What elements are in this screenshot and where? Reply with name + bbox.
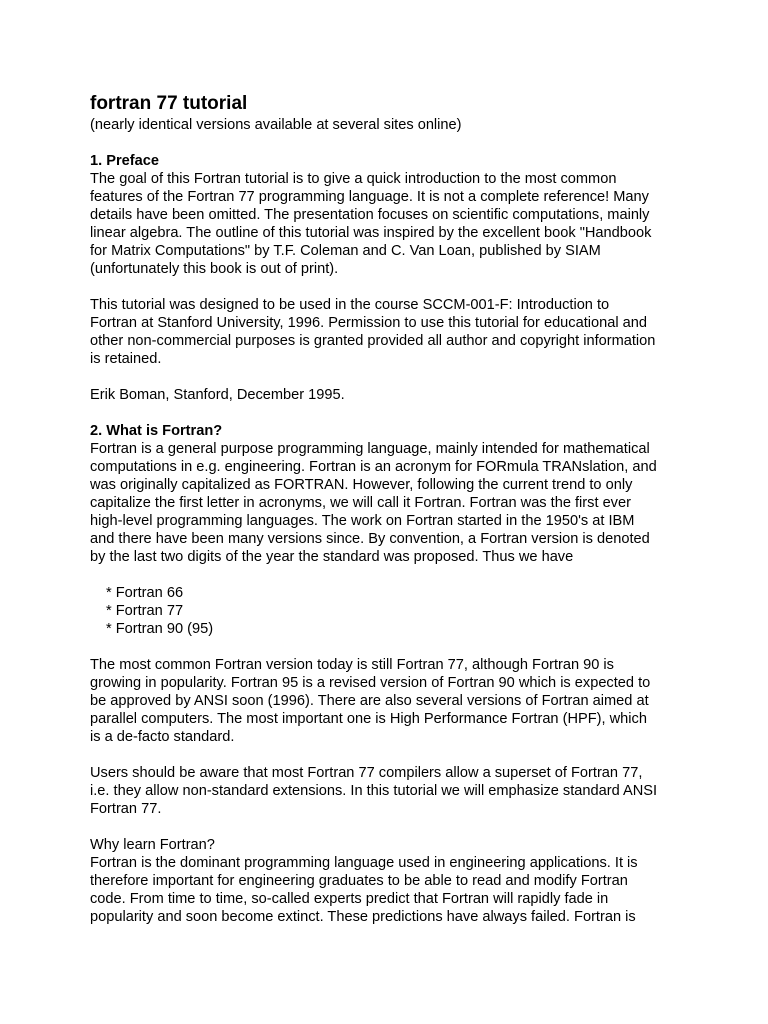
text-line: and there have been many versions since. By convention, a Fortran version is denoted bbox=[90, 531, 650, 547]
text-line: was originally capitalized as FORTRAN. However, following the current trend to only bbox=[90, 477, 633, 493]
what-paragraph-2 bbox=[90, 656, 690, 746]
text-line: Users should be aware that most Fortran 77 compilers allow a superset of Fortran 77, bbox=[90, 765, 643, 781]
text-line: other non-commercial purposes is granted provided all author and copyright information bbox=[90, 333, 656, 349]
fortran-versions-list bbox=[90, 584, 690, 638]
text-line: The goal of this Fortran tutorial is to give a quick introduction to the most common bbox=[90, 171, 617, 187]
text-line: computations in e.g. engineering. Fortran is an acronym for FORmula TRANslation, and bbox=[90, 459, 657, 475]
text-line: is retained. bbox=[90, 351, 162, 367]
what-is-fortran-heading: 2. What is Fortran? bbox=[90, 423, 223, 439]
text-line: by the last two digits of the year the standard was proposed. Thus we have bbox=[90, 549, 574, 565]
text-line: therefore important for engineering graduates to be able to read and modify Fortran bbox=[90, 873, 628, 889]
text-line: Erik Boman, Stanford, December 1995. bbox=[90, 387, 345, 403]
text-line: The most common Fortran version today is still Fortran 77, although Fortran 90 is bbox=[90, 657, 614, 673]
text-line: is a de-facto standard. bbox=[90, 729, 235, 745]
text-line: popularity and soon become extinct. These predictions have always failed. Fortran is bbox=[90, 909, 636, 925]
preface-paragraph-2 bbox=[90, 296, 690, 368]
what-paragraph-4 bbox=[90, 854, 690, 926]
what-paragraph-3 bbox=[90, 764, 690, 818]
text-line: details have been omitted. The presentation focuses on scientific computations, mainly bbox=[90, 207, 650, 223]
text-line: growing in popularity. Fortran 95 is a revised version of Fortran 90 which is expected to bbox=[90, 675, 651, 691]
preface-heading: 1. Preface bbox=[90, 153, 159, 169]
text-line: be approved by ANSI soon (1996). There are also several versions of Fortran aimed at bbox=[90, 693, 649, 709]
document-subtitle: (nearly identical versions available at several sites online) bbox=[90, 117, 462, 133]
why-learn-fortran-heading: Why learn Fortran? bbox=[90, 837, 215, 853]
text-line: capitalize the first letter in acronyms, we will call it Fortran. Fortran was the first ever bbox=[90, 495, 631, 511]
list-item: * Fortran 66 bbox=[106, 585, 184, 601]
text-line: Fortran is the dominant programming language used in engineering applications. It is bbox=[90, 855, 638, 871]
text-line: code. From time to time, so-called experts predict that Fortran will rapidly fade in bbox=[90, 891, 609, 907]
preface-signature bbox=[90, 386, 690, 404]
text-line: (unfortunately this book is out of print). bbox=[90, 261, 339, 277]
what-paragraph-1 bbox=[90, 440, 690, 566]
text-line: i.e. they allow non-standard extensions. In this tutorial we will emphasize standard ANSI bbox=[90, 783, 658, 799]
text-line: Fortran at Stanford University, 1996. Permission to use this tutorial for educational and bbox=[90, 315, 648, 331]
text-line: Fortran is a general purpose programming language, mainly intended for mathematical bbox=[90, 441, 650, 457]
text-line: for Matrix Computations" by T.F. Coleman and C. Van Loan, published by SIAM bbox=[90, 243, 601, 259]
text-line: parallel computers. The most important one is High Performance Fortran (HPF), which bbox=[90, 711, 647, 727]
text-line: linear algebra. The outline of this tutorial was inspired by the excellent book "Handbook bbox=[90, 225, 652, 241]
list-item: * Fortran 77 bbox=[106, 603, 184, 619]
document-title: fortran 77 tutorial bbox=[90, 93, 248, 114]
text-line: This tutorial was designed to be used in the course SCCM-001-F: Introduction to bbox=[90, 297, 610, 313]
document-content bbox=[90, 92, 690, 926]
preface-paragraph-1 bbox=[90, 170, 690, 278]
list-item: * Fortran 90 (95) bbox=[106, 621, 214, 637]
text-line: Fortran 77. bbox=[90, 801, 162, 817]
text-line: high-level programming languages. The work on Fortran started in the 1950's at IBM bbox=[90, 513, 635, 529]
text-line: features of the Fortran 77 programming language. It is not a complete reference! Many bbox=[90, 189, 649, 205]
